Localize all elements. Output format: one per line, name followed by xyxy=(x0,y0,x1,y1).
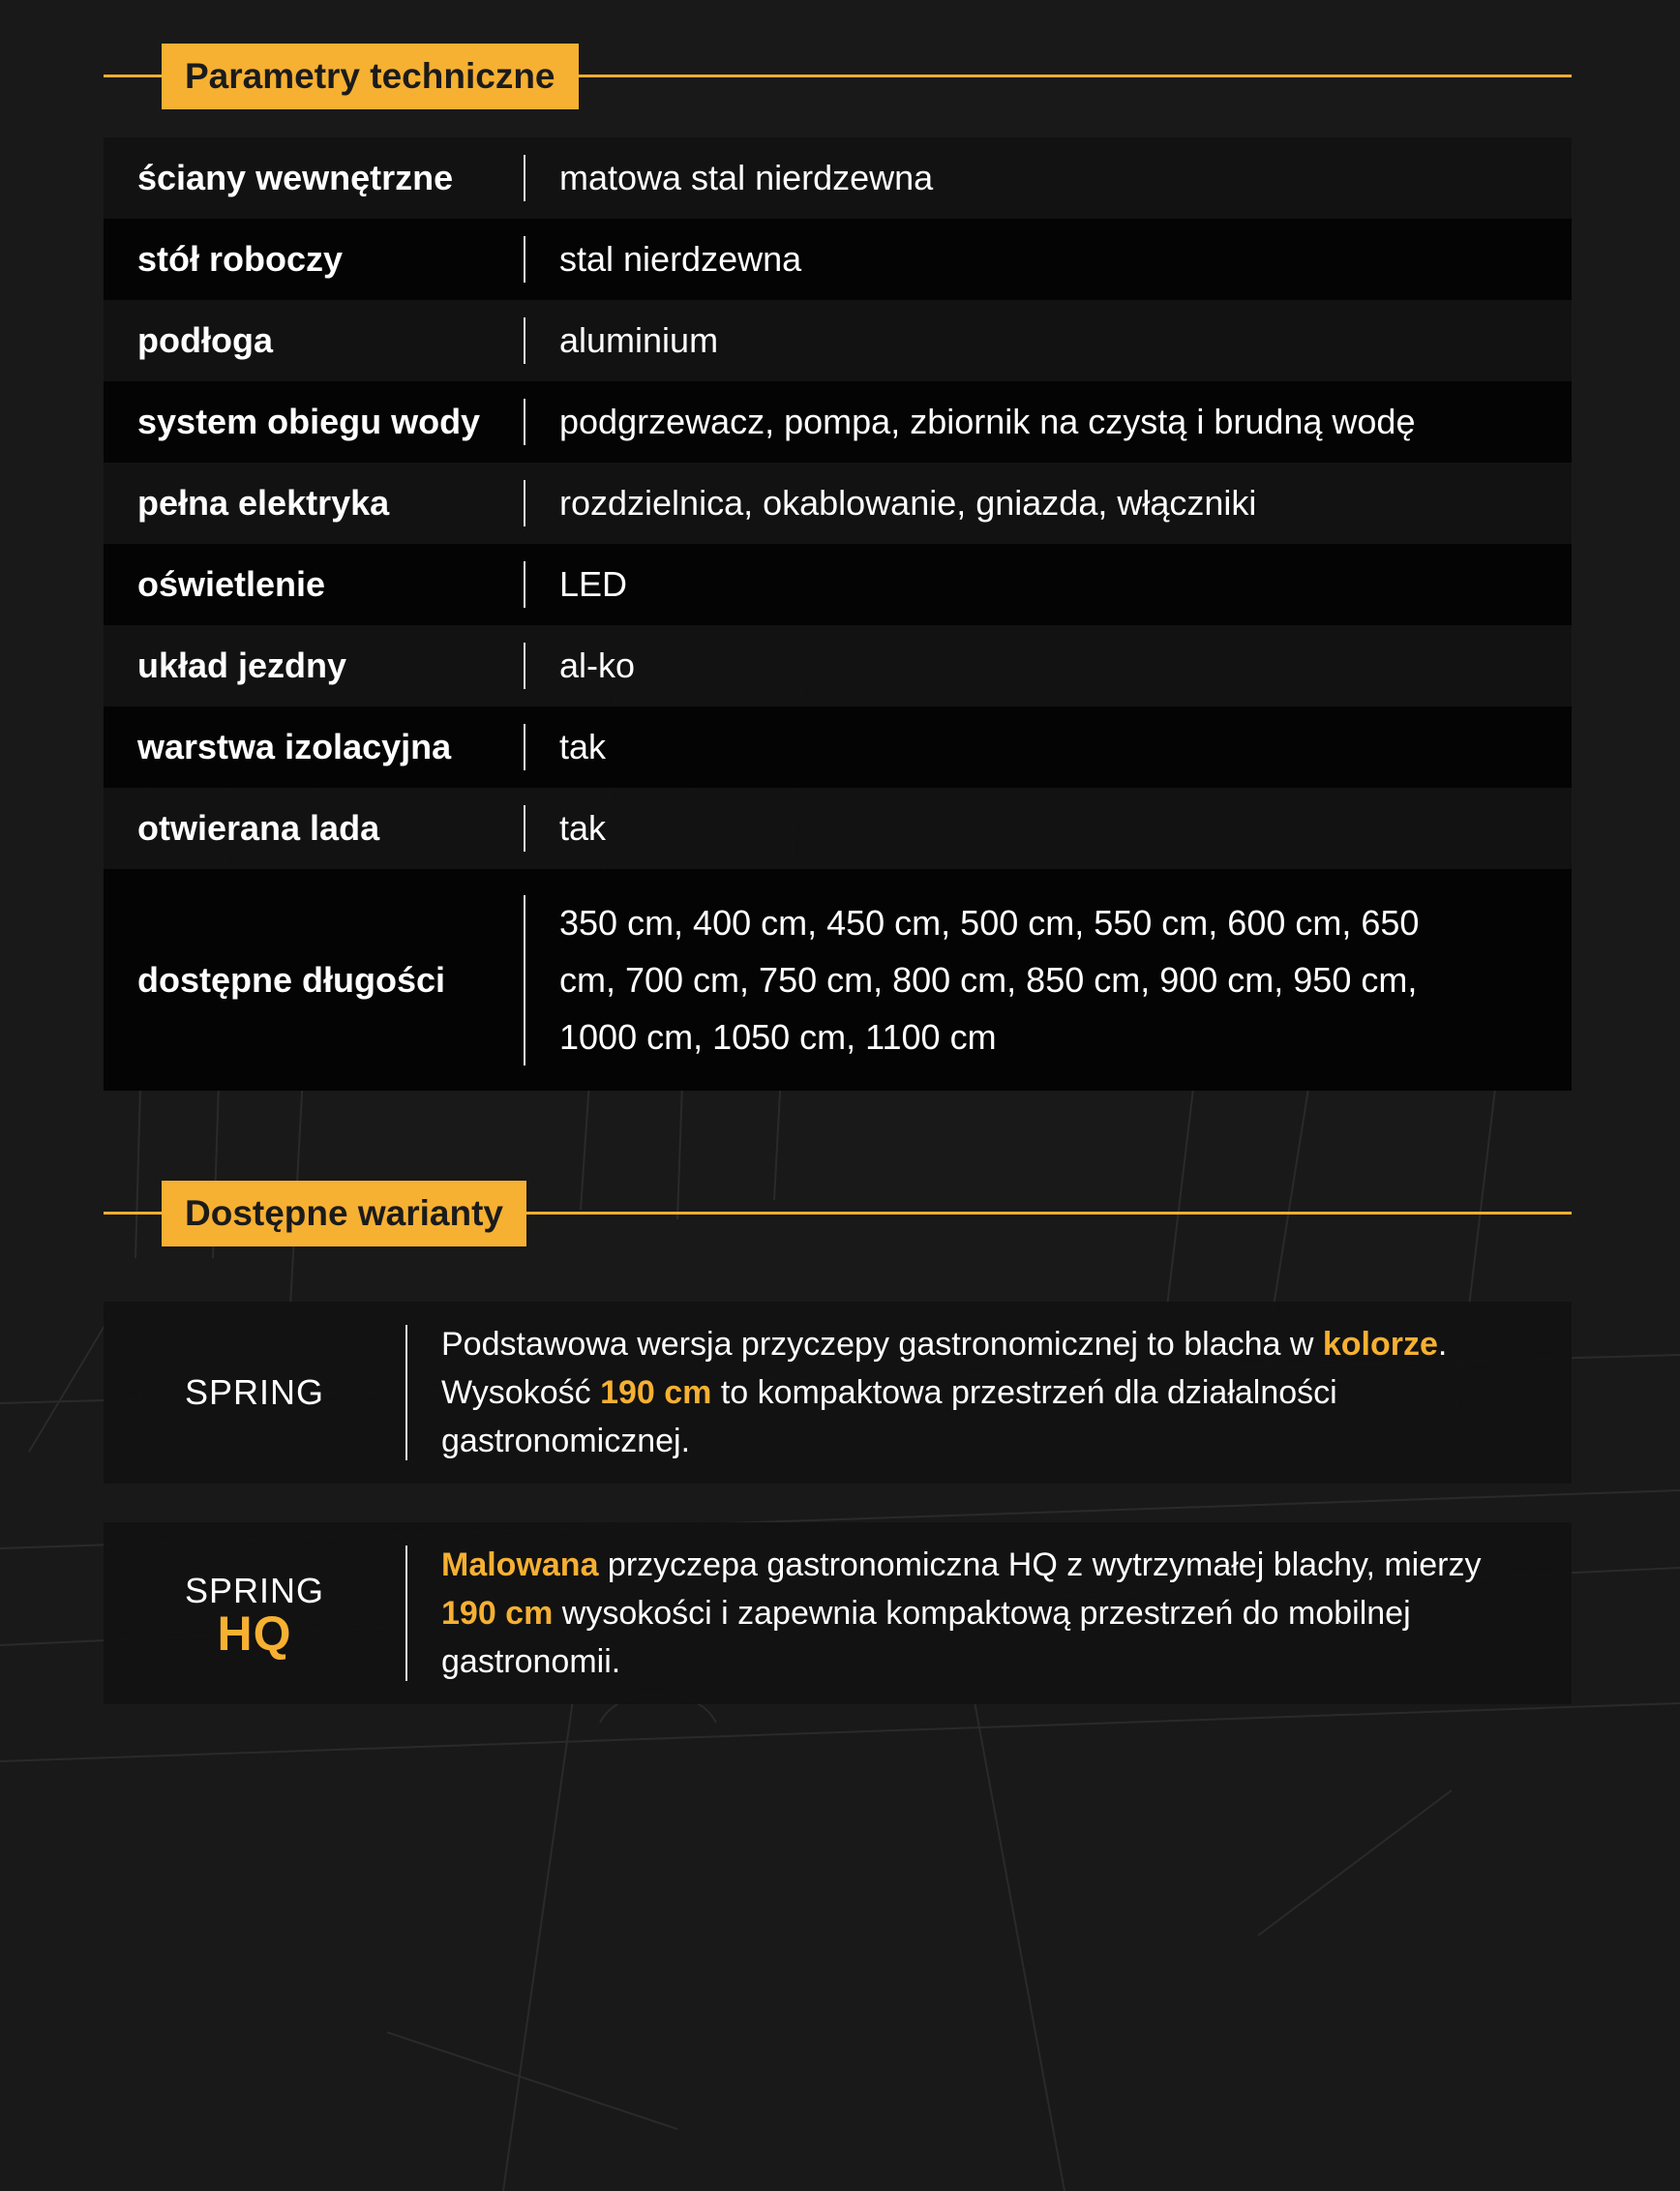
spec-value: al-ko xyxy=(559,645,636,685)
variant-name xyxy=(104,1372,405,1413)
spec-key: oświetlenie xyxy=(137,564,326,604)
spec-key: otwierana lada xyxy=(137,808,380,848)
spec-row-lengths xyxy=(104,869,1572,1091)
spec-value: 350 cm, 400 cm, 450 cm, 500 cm, 550 cm, 600 cm, 650 cm, 700 cm, 750 cm, 800 cm, 850 cm, 900 cm, 950 cm, 1000 cm, 1050 cm, 1100 cm xyxy=(559,903,1420,1057)
variant-card-spring xyxy=(104,1302,1572,1484)
spec-key: system obiegu wody xyxy=(137,402,481,441)
section-title-specs: Parametry techniczne xyxy=(162,44,579,109)
spec-row xyxy=(104,706,1572,788)
spec-value: LED xyxy=(559,564,628,604)
desc-text: Podstawowa wersja przyczepy gastronomicznej to blacha w xyxy=(441,1326,1323,1363)
spec-key: ściany wewnętrzne xyxy=(137,158,454,197)
spec-value: stal nierdzewna xyxy=(559,239,802,279)
desc-text: . Wysokość xyxy=(441,1326,1448,1411)
variant-name xyxy=(104,1571,405,1661)
spec-key: pełna elektryka xyxy=(137,483,390,523)
spec-key: warstwa izolacyjna xyxy=(137,727,452,766)
desc-highlight: 190 cm xyxy=(441,1595,554,1632)
spec-value: tak xyxy=(559,808,607,848)
variant-name-label: SPRING xyxy=(184,1372,325,1412)
spec-value: podgrzewacz, pompa, zbiornik na czystą i brudną wodę xyxy=(559,402,1416,441)
spec-row xyxy=(104,463,1572,544)
desc-highlight: kolorze xyxy=(1322,1326,1438,1363)
variant-description xyxy=(407,1320,1535,1465)
section-header-variants xyxy=(104,1181,1572,1246)
specs-table xyxy=(104,137,1572,1091)
spec-value: matowa stal nierdzewna xyxy=(559,158,934,197)
spec-row xyxy=(104,544,1572,625)
desc-text: wysokości i zapewnia kompaktową przestrzeń do mobilnej gastronomii. xyxy=(441,1595,1411,1680)
spec-row xyxy=(104,625,1572,706)
section-header-specs xyxy=(104,44,1572,109)
spec-key: podłoga xyxy=(137,320,273,360)
variant-badge-hq: HQ xyxy=(217,1606,292,1661)
spec-row xyxy=(104,137,1572,219)
desc-text: to kompaktowa przestrzeń dla działalności gastronomicznej. xyxy=(441,1374,1337,1459)
variant-card-spring-hq xyxy=(104,1522,1572,1704)
desc-highlight: 190 cm xyxy=(600,1374,712,1411)
variant-description xyxy=(407,1541,1535,1686)
desc-highlight: Malowana xyxy=(441,1546,599,1583)
section-title-variants: Dostępne warianty xyxy=(162,1181,526,1246)
spec-value: rozdzielnica, okablowanie, gniazda, włączniki xyxy=(559,483,1257,523)
spec-key: układ jezdny xyxy=(137,645,347,685)
spec-row xyxy=(104,219,1572,300)
spec-value: aluminium xyxy=(559,320,719,360)
desc-text: przyczepa gastronomiczna HQ z wytrzymałej blachy, mierzy xyxy=(598,1546,1482,1583)
spec-row xyxy=(104,300,1572,381)
variant-name-label: SPRING xyxy=(184,1571,325,1610)
spec-row xyxy=(104,788,1572,869)
spec-key: stół roboczy xyxy=(137,239,344,279)
spec-key: dostępne długości xyxy=(137,959,446,1000)
spec-row xyxy=(104,381,1572,463)
spec-value: tak xyxy=(559,727,607,766)
